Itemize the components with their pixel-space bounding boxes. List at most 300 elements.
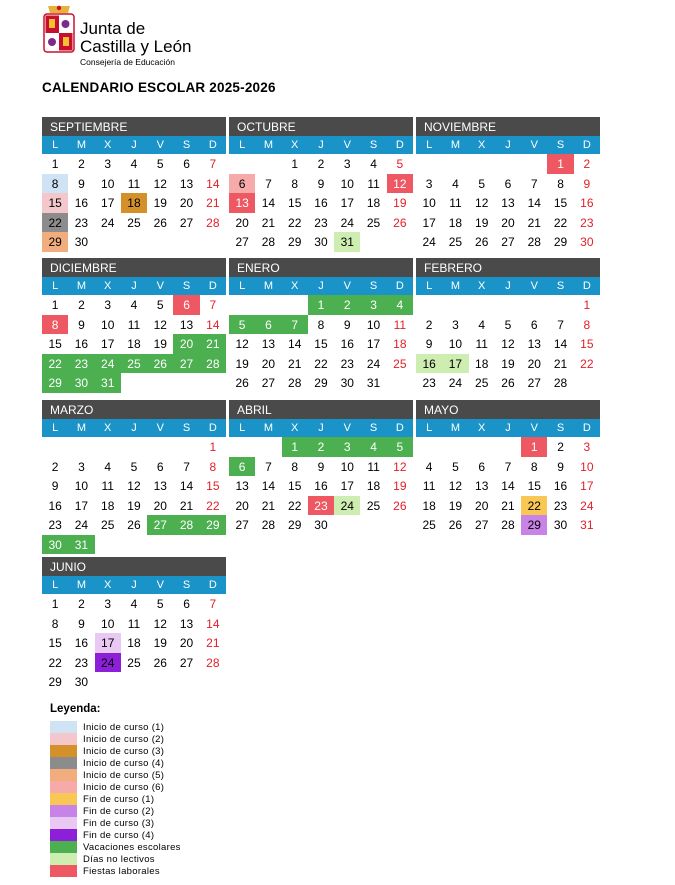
day-cell: 22: [314, 356, 328, 371]
empty-cell: [173, 672, 199, 692]
empty-cell: [416, 437, 442, 457]
day-cell: 29: [553, 235, 568, 249]
week-row: [42, 476, 226, 496]
empty-cell: [360, 515, 386, 535]
day-cell: 18: [475, 356, 489, 371]
weekday-header: [229, 419, 413, 437]
empty-cell: [469, 437, 495, 457]
day-cell: 30: [74, 235, 89, 249]
legend-item: [50, 757, 181, 769]
day-cell: 23: [340, 356, 354, 371]
day-cell: 4: [130, 298, 138, 312]
empty-cell: [121, 232, 147, 252]
day-cell: 10: [422, 196, 436, 210]
day-cell: 1: [51, 597, 59, 611]
day-cell: 27: [261, 376, 276, 390]
day-cell: 30: [553, 518, 568, 532]
day-cell: 12: [153, 176, 167, 191]
day-cell: 15: [553, 196, 568, 210]
weekday-label: J: [131, 579, 137, 591]
day-cell: 5: [504, 317, 512, 332]
day-cell: 30: [74, 675, 89, 689]
day-cell: 14: [179, 479, 194, 493]
day-cell: 5: [130, 459, 138, 474]
weekday-label: M: [263, 422, 273, 434]
weekday-label: D: [208, 139, 217, 151]
day-cell: 13: [235, 479, 249, 493]
day-cell: 26: [147, 354, 173, 374]
week-row: [42, 653, 226, 673]
junta-logo: [42, 4, 232, 66]
week-row: [229, 213, 413, 233]
empty-cell: [547, 295, 573, 315]
empty-cell: [147, 373, 173, 393]
month-name: ENERO: [229, 258, 413, 277]
day-cell: 12: [475, 196, 489, 210]
day-cell: 10: [366, 317, 381, 332]
legend-label: Inicio de curso (2): [83, 733, 165, 745]
empty-cell: [495, 437, 521, 457]
week-row: [416, 193, 600, 213]
empty-cell: [334, 515, 360, 535]
day-cell: 21: [200, 334, 226, 354]
weekday-label: D: [395, 139, 404, 151]
weekday-label: X: [104, 579, 112, 591]
day-cell: 9: [78, 317, 85, 332]
day-cell: 28: [501, 518, 515, 532]
day-cell: 20: [235, 215, 249, 230]
day-cell: 3: [343, 157, 351, 171]
day-cell: 23: [68, 354, 94, 374]
day-cell: 18: [422, 498, 436, 513]
week-row: [416, 232, 600, 252]
day-cell: 20: [173, 334, 199, 354]
day-cell: 9: [425, 337, 433, 351]
month-diciembre: [42, 258, 226, 393]
weekday-label: X: [291, 139, 299, 151]
legend-item: [50, 829, 181, 841]
empty-cell: [95, 437, 121, 457]
day-cell: 10: [340, 459, 354, 474]
empty-cell: [255, 154, 281, 174]
week-row: [42, 334, 226, 354]
empty-cell: [147, 535, 173, 555]
month-name: FEBRERO: [416, 258, 600, 277]
day-cell: 20: [527, 356, 541, 371]
day-cell: 2: [78, 157, 85, 171]
day-cell: 17: [95, 633, 121, 653]
week-row: [42, 373, 226, 393]
day-cell: 27: [475, 518, 489, 532]
empty-cell: [121, 535, 147, 555]
week-row: [416, 315, 600, 335]
weekday-label: D: [582, 422, 591, 434]
empty-cell: [121, 437, 147, 457]
month-enero: [229, 258, 413, 393]
day-cell: 24: [95, 354, 121, 374]
week-row: [42, 354, 226, 374]
coat-of-arms-icon: [42, 4, 76, 54]
day-cell: 17: [101, 196, 115, 210]
day-cell: 27: [147, 515, 173, 535]
day-cell: 25: [366, 215, 381, 230]
weekday-label: S: [182, 139, 191, 151]
day-cell: 22: [48, 655, 62, 670]
empty-cell: [95, 535, 121, 555]
day-cell: 13: [229, 193, 255, 213]
weekday-label: L: [52, 139, 59, 151]
day-cell: 23: [74, 655, 89, 670]
month-name: MARZO: [42, 400, 226, 419]
day-cell: 9: [317, 459, 325, 474]
day-cell: 27: [527, 376, 541, 390]
day-cell: 31: [68, 535, 94, 555]
week-row: [416, 154, 600, 174]
day-cell: 30: [42, 535, 68, 555]
day-cell: 13: [179, 317, 194, 332]
empty-cell: [173, 437, 199, 457]
day-cell: 5: [478, 176, 486, 191]
week-row: [229, 232, 413, 252]
day-cell: 19: [393, 196, 407, 210]
day-cell: 19: [235, 356, 249, 371]
day-cell: 17: [442, 354, 468, 374]
day-cell: 22: [553, 215, 568, 230]
weekday-label: X: [291, 280, 299, 292]
logo-text-region: Castilla y León: [80, 37, 192, 56]
day-cell: 5: [396, 157, 404, 171]
month-septiembre: [42, 117, 226, 252]
day-cell: 3: [334, 437, 360, 457]
week-row: [42, 213, 226, 233]
legend-item: [50, 769, 181, 781]
day-cell: 2: [78, 597, 85, 611]
empty-cell: [42, 437, 68, 457]
day-cell: 20: [179, 196, 194, 210]
empty-cell: [255, 295, 281, 315]
day-cell: 11: [127, 317, 141, 332]
day-cell: 10: [580, 459, 594, 474]
day-cell: 29: [42, 232, 68, 252]
day-cell: 31: [580, 518, 594, 532]
logo-text-junta: Junta de: [80, 19, 146, 38]
day-cell: 24: [366, 356, 381, 371]
weekday-label: D: [208, 579, 217, 591]
month-name: OCTUBRE: [229, 117, 413, 136]
month-junio: [42, 557, 226, 692]
day-cell: 30: [314, 235, 328, 249]
day-cell: 31: [366, 376, 381, 390]
empty-cell: [147, 437, 173, 457]
day-cell: 18: [448, 215, 463, 230]
day-cell: 10: [101, 616, 115, 631]
week-row: [229, 496, 413, 516]
empty-cell: [521, 154, 547, 174]
day-cell: 24: [448, 376, 463, 390]
day-cell: 16: [340, 337, 354, 351]
day-cell: 1: [547, 154, 573, 174]
week-row: [42, 594, 226, 614]
weekday-label: L: [239, 280, 246, 292]
week-row: [229, 437, 413, 457]
day-cell: 25: [366, 498, 381, 513]
day-cell: 15: [42, 193, 68, 213]
day-cell: 25: [127, 655, 141, 670]
weekday-label: M: [76, 422, 86, 434]
day-cell: 22: [42, 354, 68, 374]
day-cell: 16: [314, 479, 328, 493]
day-cell: 21: [553, 356, 568, 371]
day-cell: 16: [74, 337, 89, 351]
weekday-label: L: [239, 422, 246, 434]
empty-cell: [387, 515, 413, 535]
day-cell: 4: [360, 437, 386, 457]
day-cell: 18: [127, 636, 141, 650]
weekday-label: J: [505, 280, 511, 292]
day-cell: 26: [235, 376, 249, 390]
legend-item: [50, 817, 181, 829]
weekday-label: S: [182, 422, 191, 434]
day-cell: 14: [288, 337, 302, 351]
day-cell: 17: [366, 337, 381, 351]
weekday-header: [229, 277, 413, 295]
weekday-label: J: [318, 139, 324, 151]
day-cell: 30: [340, 376, 354, 390]
day-cell: 8: [291, 459, 299, 474]
day-cell: 10: [101, 176, 115, 191]
day-cell: 2: [51, 459, 59, 474]
day-cell: 16: [74, 636, 89, 650]
day-cell: 26: [448, 518, 463, 532]
legend-item: [50, 841, 181, 853]
week-row: [42, 295, 226, 315]
week-row: [416, 496, 600, 516]
day-cell: 30: [314, 518, 328, 532]
day-cell: 21: [527, 215, 541, 230]
day-cell: 23: [422, 376, 436, 390]
empty-cell: [495, 295, 521, 315]
empty-cell: [147, 232, 173, 252]
day-cell: 5: [387, 437, 413, 457]
weekday-label: L: [426, 422, 433, 434]
day-cell: 12: [393, 459, 407, 474]
month-febrero: [416, 258, 600, 393]
day-cell: 24: [580, 498, 594, 513]
weekday-label: D: [208, 422, 217, 434]
weekday-label: X: [478, 280, 486, 292]
week-row: [416, 476, 600, 496]
day-cell: 11: [422, 479, 436, 493]
day-cell: 7: [265, 459, 272, 474]
weekday-label: J: [131, 139, 137, 151]
day-cell: 4: [452, 176, 459, 191]
day-cell: 3: [104, 298, 112, 312]
empty-cell: [121, 373, 147, 393]
week-row: [229, 154, 413, 174]
day-cell: 21: [206, 636, 220, 650]
day-cell: 23: [48, 518, 62, 532]
weekday-label: V: [156, 422, 164, 434]
day-cell: 29: [48, 675, 62, 689]
day-cell: 8: [583, 317, 591, 332]
day-cell: 8: [51, 616, 59, 631]
day-cell: 1: [209, 440, 217, 454]
day-cell: 11: [127, 176, 141, 191]
weekday-header: [416, 277, 600, 295]
day-cell: 17: [74, 498, 89, 513]
legend-item: [50, 793, 181, 805]
logo-text-department: Consejería de Educación: [80, 57, 175, 67]
day-cell: 3: [360, 295, 386, 315]
day-cell: 27: [173, 354, 199, 374]
weekday-label: V: [343, 280, 351, 292]
month-name: ABRIL: [229, 400, 413, 419]
day-cell: 28: [261, 518, 276, 532]
day-cell: 16: [48, 498, 62, 513]
empty-cell: [469, 154, 495, 174]
empty-cell: [495, 154, 521, 174]
day-cell: 7: [557, 317, 564, 332]
week-row: [42, 496, 226, 516]
weekday-label: M: [450, 139, 460, 151]
day-cell: 5: [156, 597, 164, 611]
legend-item: [50, 781, 181, 793]
day-cell: 14: [206, 176, 220, 191]
legend-label: Fin de curso (4): [83, 829, 155, 841]
month-name: MAYO: [416, 400, 600, 419]
day-cell: 28: [206, 215, 220, 230]
legend-item: [50, 853, 181, 865]
weekday-label: X: [478, 422, 486, 434]
day-cell: 19: [127, 498, 141, 513]
day-cell: 17: [340, 196, 354, 210]
day-cell: 28: [173, 515, 199, 535]
day-cell: 15: [314, 337, 328, 351]
day-cell: 6: [173, 295, 199, 315]
day-cell: 6: [183, 597, 190, 611]
day-cell: 29: [42, 373, 68, 393]
weekday-label: X: [478, 139, 486, 151]
week-row: [416, 213, 600, 233]
legend-label: Inicio de curso (5): [83, 769, 165, 781]
day-cell: 1: [282, 437, 308, 457]
weekday-label: J: [505, 139, 511, 151]
week-row: [42, 174, 226, 194]
week-row: [416, 437, 600, 457]
day-cell: 15: [527, 479, 541, 493]
legend-swatch: [50, 865, 77, 877]
day-cell: 2: [308, 437, 334, 457]
day-cell: 29: [314, 376, 328, 390]
legend: [50, 703, 181, 877]
day-cell: 25: [121, 354, 147, 374]
day-cell: 30: [68, 373, 94, 393]
day-cell: 14: [206, 317, 220, 332]
day-cell: 23: [74, 215, 89, 230]
day-cell: 13: [179, 176, 194, 191]
day-cell: 6: [530, 317, 538, 332]
day-cell: 20: [179, 636, 194, 650]
weekday-label: X: [291, 422, 299, 434]
day-cell: 12: [153, 317, 167, 332]
day-cell: 1: [308, 295, 334, 315]
day-cell: 21: [261, 498, 276, 513]
empty-cell: [147, 672, 173, 692]
empty-cell: [200, 672, 226, 692]
week-row: [42, 193, 226, 213]
empty-cell: [229, 295, 255, 315]
day-cell: 9: [78, 616, 85, 631]
day-cell: 7: [530, 176, 538, 191]
day-cell: 25: [475, 376, 489, 390]
day-cell: 17: [580, 479, 594, 493]
day-cell: 1: [291, 157, 299, 171]
weekday-label: X: [104, 280, 112, 292]
legend-label: Inicio de curso (1): [83, 721, 165, 733]
empty-cell: [229, 437, 255, 457]
day-cell: 18: [366, 479, 381, 493]
weekday-label: S: [556, 280, 565, 292]
page-title: CALENDARIO ESCOLAR 2025-2026: [42, 80, 276, 95]
weekday-label: S: [369, 422, 378, 434]
day-cell: 3: [104, 597, 112, 611]
legend-swatch: [50, 721, 77, 733]
day-cell: 30: [580, 235, 594, 249]
day-cell: 7: [209, 597, 217, 611]
day-cell: 5: [156, 298, 164, 312]
day-cell: 15: [48, 636, 62, 650]
day-cell: 7: [209, 298, 217, 312]
day-cell: 29: [288, 518, 302, 532]
day-cell: 19: [153, 636, 167, 650]
day-cell: 13: [501, 196, 515, 210]
weekday-label: M: [263, 280, 273, 292]
legend-swatch: [50, 853, 77, 865]
day-cell: 5: [229, 315, 255, 335]
day-cell: 6: [183, 157, 190, 171]
day-cell: 20: [501, 215, 515, 230]
day-cell: 26: [393, 215, 407, 230]
day-cell: 6: [504, 176, 512, 191]
week-row: [42, 232, 226, 252]
day-cell: 26: [153, 215, 167, 230]
day-cell: 2: [583, 157, 591, 171]
day-cell: 15: [288, 196, 302, 210]
month-name: DICIEMBRE: [42, 258, 226, 277]
week-row: [416, 174, 600, 194]
day-cell: 11: [101, 479, 114, 493]
day-cell: 16: [416, 354, 442, 374]
day-cell: 28: [527, 235, 541, 249]
day-cell: 9: [78, 176, 85, 191]
day-cell: 28: [288, 376, 302, 390]
month-name: NOVIEMBRE: [416, 117, 600, 136]
day-cell: 1: [583, 298, 591, 312]
day-cell: 5: [452, 459, 459, 474]
day-cell: 20: [261, 356, 276, 371]
month-mayo: [416, 400, 600, 535]
empty-cell: [387, 232, 413, 252]
day-cell: 19: [393, 479, 407, 493]
day-cell: 14: [501, 479, 515, 493]
weekday-label: S: [369, 139, 378, 151]
legend-swatch: [50, 769, 77, 781]
empty-cell: [200, 232, 226, 252]
weekday-header: [42, 576, 226, 594]
week-row: [229, 354, 413, 374]
weekday-label: J: [505, 422, 511, 434]
legend-title: Leyenda:: [50, 703, 101, 715]
